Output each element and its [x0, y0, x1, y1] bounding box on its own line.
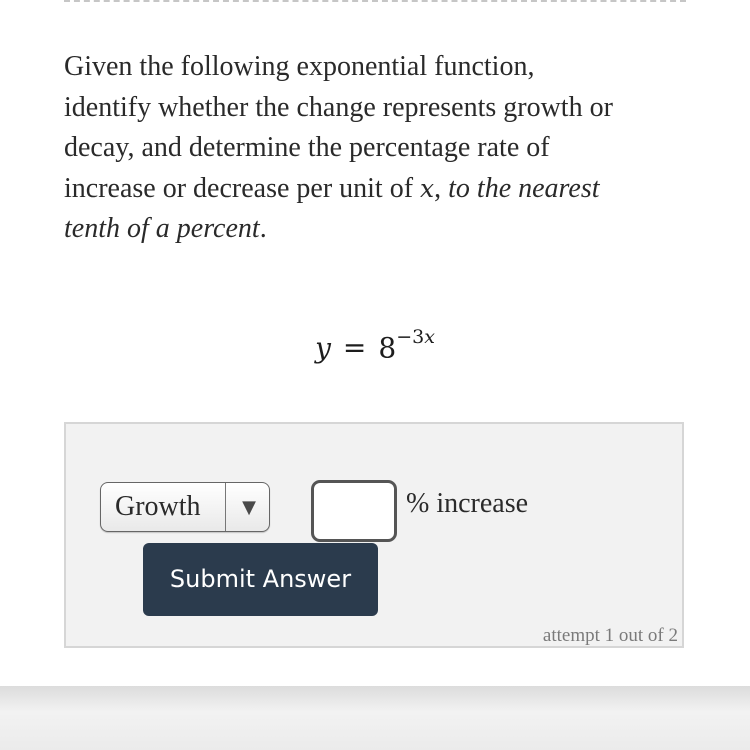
equation — [0, 326, 750, 365]
equation-exponent — [396, 326, 435, 348]
precision-instruction-cont: tenth of a percent — [64, 213, 260, 244]
question-line-1: Given the following exponential function, — [64, 51, 535, 82]
percentage-input[interactable] — [311, 480, 397, 542]
percent-increase-label: % increase — [406, 488, 529, 519]
question-text — [64, 47, 704, 250]
dropdown-arrow-icon[interactable]: ▼ — [242, 496, 256, 518]
dropdown-selected-value: Growth — [115, 491, 201, 522]
exponent-coefficient: −3 — [396, 326, 425, 348]
attempt-counter: attempt 1 out of 2 — [542, 625, 678, 646]
question-line-4: increase or decrease per unit of — [64, 172, 421, 204]
exponent-variable: x — [424, 326, 435, 348]
page-shadow-background — [0, 686, 750, 750]
question-line-3: decay, and determine the percentage rate of — [64, 132, 550, 163]
math-variable-x: x — [420, 173, 435, 203]
dropdown-divider — [225, 483, 226, 531]
period: . — [259, 213, 267, 244]
equation-lhs: y — [315, 331, 331, 365]
growth-decay-dropdown[interactable] — [100, 482, 270, 532]
equation-base: 8 — [378, 331, 397, 365]
dashed-divider — [64, 0, 686, 2]
submit-answer-button[interactable]: Submit Answer — [143, 543, 378, 616]
precision-instruction: to the nearest — [448, 172, 600, 204]
equals-sign: = — [342, 331, 367, 365]
question-line-2: identify whether the change represents growth or — [64, 91, 613, 123]
comma: , — [434, 172, 449, 204]
